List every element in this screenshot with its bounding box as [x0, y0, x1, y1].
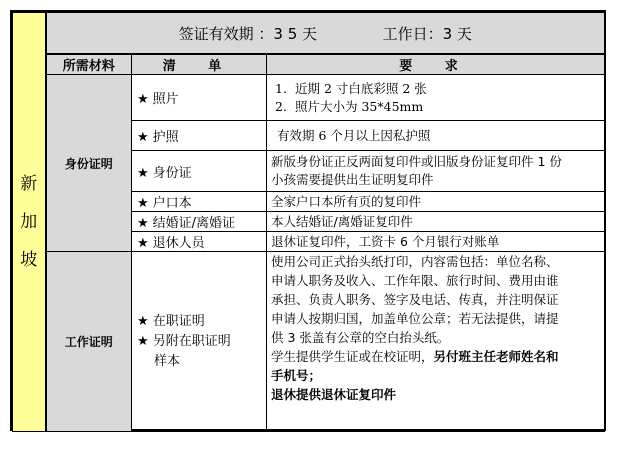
country-char: 新 [20, 174, 38, 194]
item-label: 在职证明 [152, 313, 205, 329]
category-work: 工作证明 [46, 252, 132, 432]
requirement-cell: 有效期 6 个月以上因私护照 [267, 121, 605, 151]
country-char: 加 [20, 212, 38, 232]
workdays: 工作日：3 天 [382, 24, 472, 43]
star-icon: ★ [137, 236, 149, 251]
requirement-text: 申请人按期归国，加盖单位公章；若无法提供，请提 [271, 311, 559, 326]
star-icon: ★ [137, 333, 149, 349]
item-label: 另附在职证明 [152, 333, 231, 349]
list-item [132, 192, 267, 212]
retired-bold-text: 退休提供退休证复印件 [271, 387, 397, 402]
country-column [13, 13, 46, 432]
list-number: 1. [275, 80, 287, 96]
requirement-cell [267, 252, 605, 432]
visa-validity: 签证有效期 ：3 5 天 [178, 24, 318, 43]
star-icon: ★ [137, 196, 149, 211]
item-label: 照片 [152, 92, 179, 107]
item-label: 护照 [152, 130, 179, 145]
requirement-text: 照片大小为 35*45mm [295, 98, 424, 114]
country-char: 坡 [20, 250, 38, 270]
requirement-text: 供 3 张盖有公章的空白抬头纸。 [271, 330, 450, 345]
list-item [132, 75, 267, 121]
list-number: 2. [275, 98, 287, 114]
star-icon: ★ [137, 216, 149, 231]
list-item [132, 212, 267, 232]
student-text: 学生提供学生证或在校证明， [271, 349, 434, 364]
list-item [132, 232, 267, 252]
item-label: 身份证 [152, 165, 192, 181]
student-bold-text: 手机号； [271, 368, 322, 383]
star-icon: ★ [137, 165, 149, 181]
item-label: 退休人员 [152, 236, 205, 251]
requirement-text: 申请人职务及收入、工作年限、旅行时间、费用由谁 [271, 273, 559, 288]
requirement-cell [267, 151, 605, 192]
header-band [46, 13, 605, 55]
list-item [132, 252, 267, 432]
column-header-list: 清 单 [132, 54, 267, 75]
requirement-text: 小孩需要提供出生证明复印件 [271, 172, 434, 187]
category-identity: 身份证明 [46, 75, 132, 252]
visa-requirements-table-frame [10, 10, 606, 431]
star-icon: ★ [137, 313, 149, 329]
item-label: 样本 [154, 353, 181, 369]
requirement-text: 近期 2 寸白底彩照 2 张 [295, 80, 427, 96]
item-label: 结婚证/离婚证 [152, 216, 236, 231]
list-item [132, 121, 267, 151]
requirement-cell: 全家户口本所有页的复印件 [267, 192, 605, 212]
column-header-materials: 所需材料 [46, 54, 132, 75]
requirement-cell: 本人结婚证/离婚证复印件 [267, 212, 605, 232]
column-header-requirements: 要 求 [267, 54, 605, 75]
list-item [132, 151, 267, 192]
student-bold-text: 另付班主任老师姓名和 [433, 349, 559, 364]
requirement-text: 使用公司正式抬头纸打印，内容需包括：单位名称、 [271, 254, 559, 269]
star-icon: ★ [137, 92, 149, 107]
visa-requirements-table [12, 12, 605, 432]
item-label: 户口本 [152, 196, 192, 211]
requirement-text: 承担、负责人职务、签字及电话、传真，并注明保证 [271, 292, 559, 307]
requirement-text: 新版身份证正反两面复印件或旧版身份证复印件 1 份 [271, 154, 562, 169]
star-icon: ★ [137, 130, 149, 145]
requirement-cell [267, 75, 605, 121]
requirement-cell: 退休证复印件，工资卡 6 个月银行对账单 [267, 232, 605, 252]
